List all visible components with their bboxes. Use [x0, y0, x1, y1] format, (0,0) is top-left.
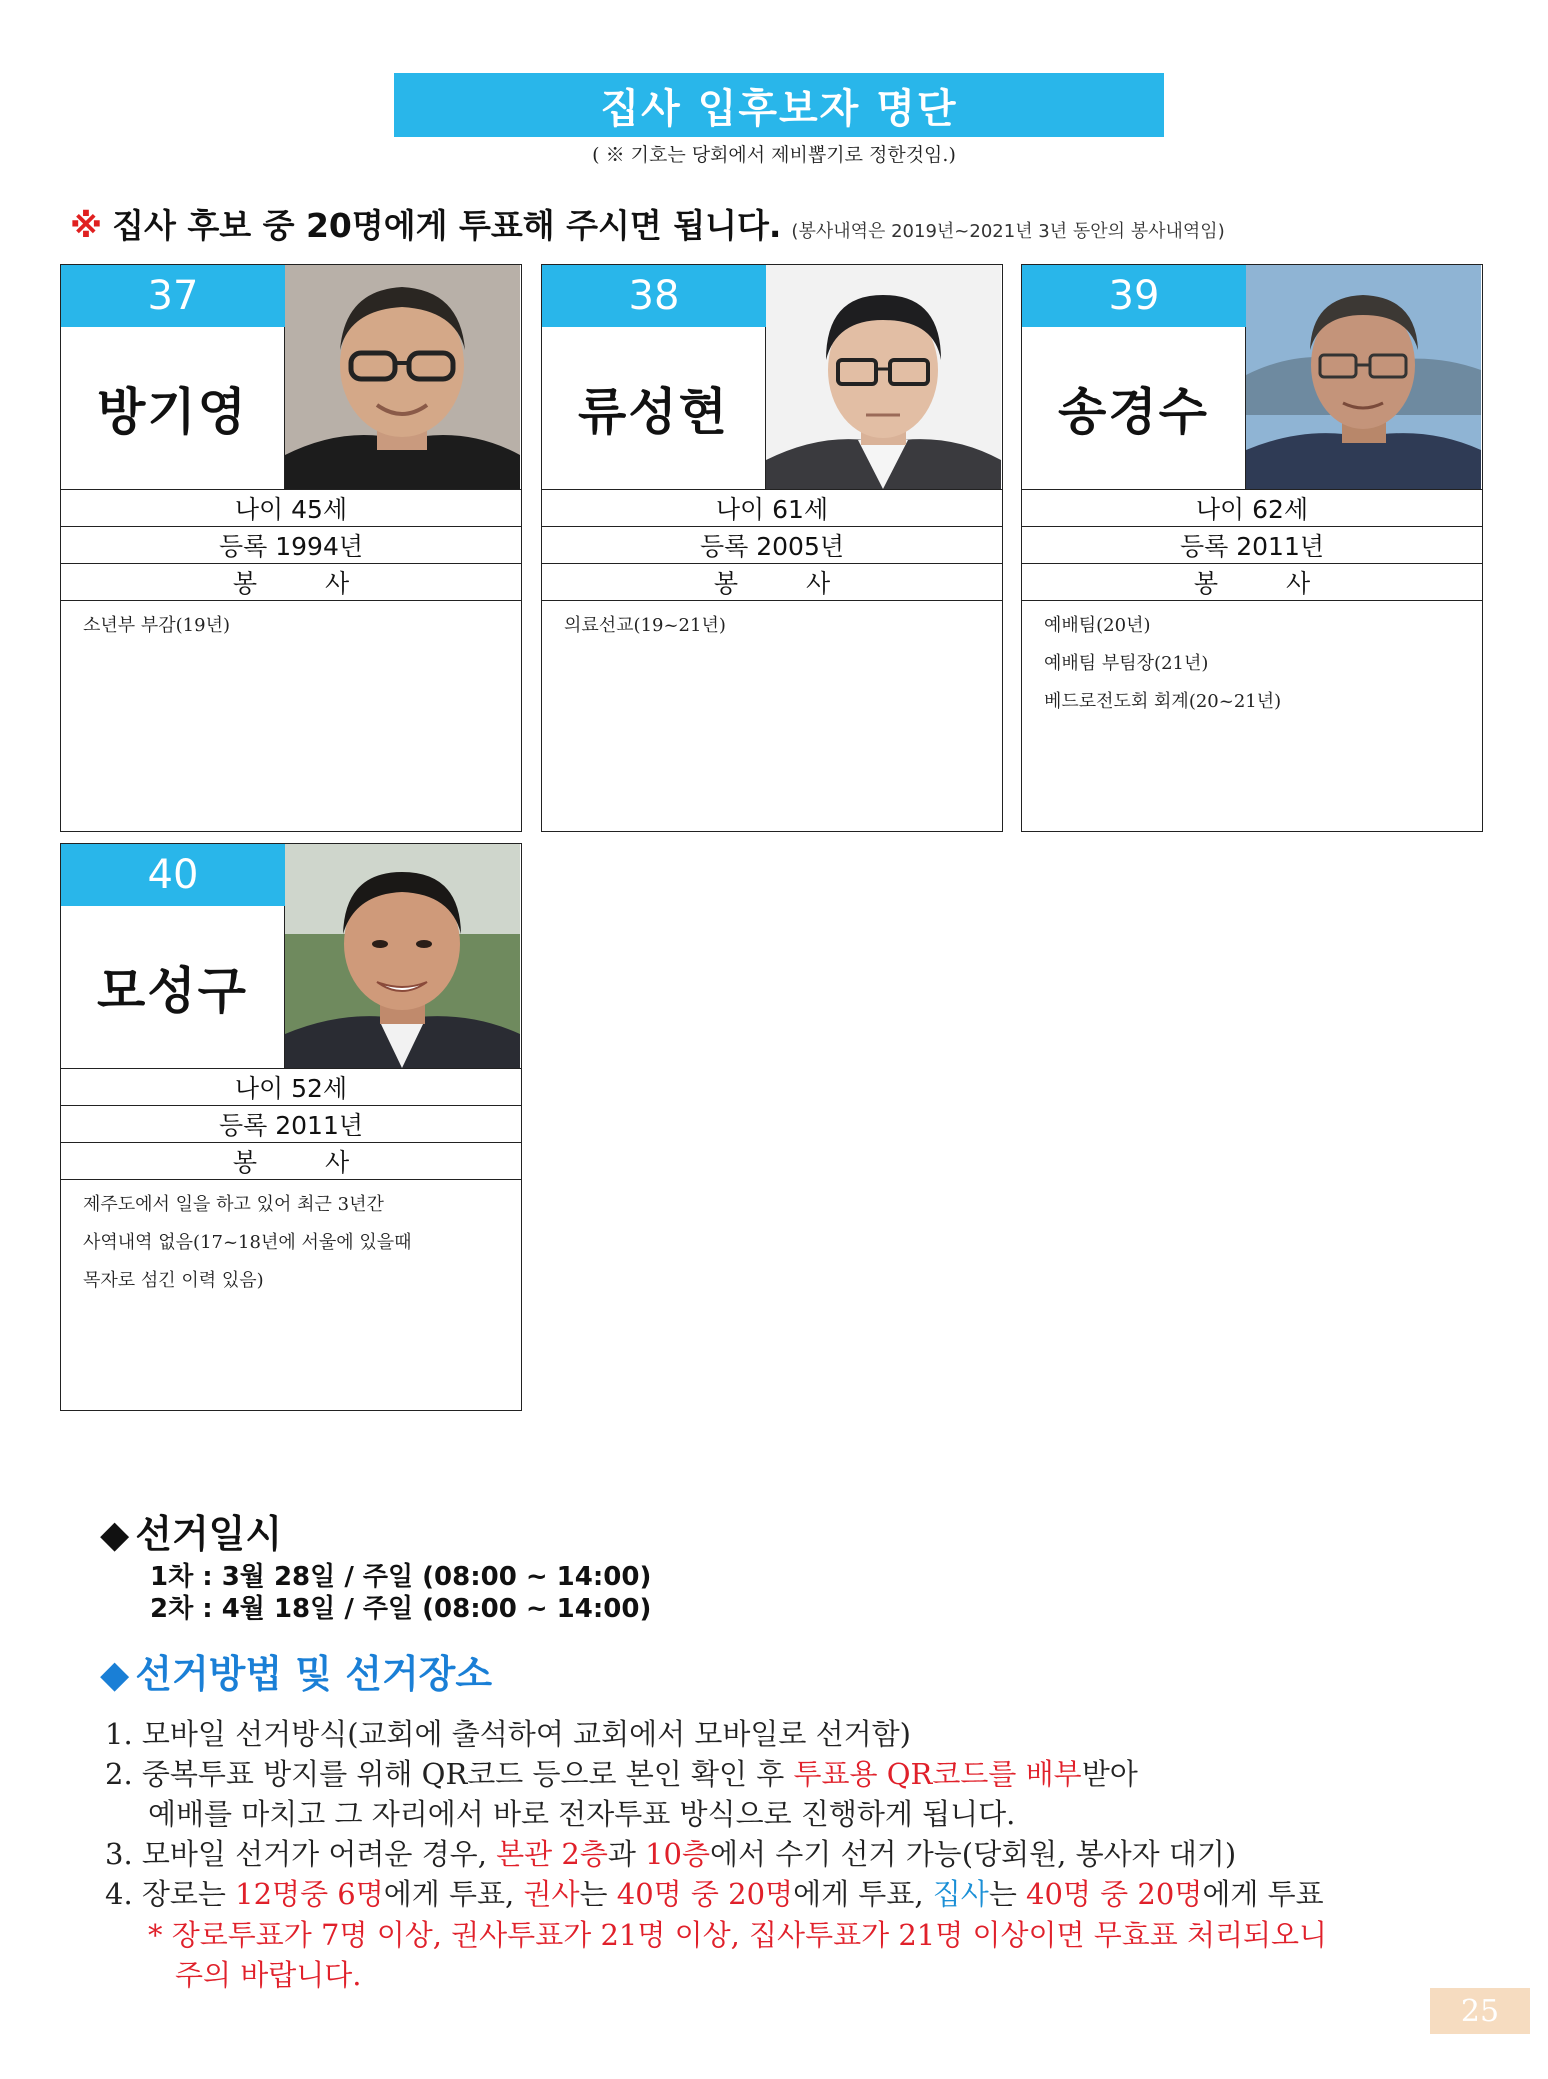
candidate-registered: 등록 2005년: [542, 526, 1002, 563]
service-entry: 목자로 섬긴 이력 있음): [83, 1270, 264, 1291]
reference-mark: ※: [70, 206, 103, 245]
election-round-2: 2차 : 4월 18일 / 주일 (08:00 ~ 14:00): [150, 1594, 652, 1624]
candidate-age: 나이 62세: [1022, 489, 1482, 526]
candidate-number: 40: [61, 844, 285, 906]
candidate-name: 송경수: [1022, 327, 1246, 489]
service-entry: 소년부 부감(19년): [83, 615, 230, 636]
election-date-title: 선거일시: [135, 1512, 283, 1556]
election-method-title: 선거방법 및 선거장소: [135, 1652, 493, 1696]
candidate-registered: 등록 1994년: [61, 526, 521, 563]
page-title: 집사 입후보자 명단: [600, 85, 958, 132]
candidate-name: 류성현: [542, 327, 766, 489]
service-header: 봉 사: [61, 1142, 521, 1179]
candidate-number: 37: [61, 265, 285, 327]
candidate-age: 나이 45세: [61, 489, 521, 526]
method-item-1: 1. 모바일 선거방식(교회에 출석하여 교회에서 모바일로 선거함): [105, 1717, 911, 1751]
service-history: [1022, 600, 1482, 721]
service-header: 봉 사: [61, 563, 521, 600]
candidate-photo: [766, 265, 1001, 489]
instruction-text: 집사 후보 중 20명에게 투표해 주시면 됩니다.: [112, 206, 782, 245]
service-history: [61, 1179, 521, 1300]
candidate-photo: [1246, 265, 1481, 489]
ballot-number-note: ( ※ 기호는 당회에서 제비뽑기로 정한것임.): [592, 144, 956, 166]
service-entry: 예배팀(20년): [1044, 615, 1151, 636]
invalid-vote-warning: * 장로투표가 7명 이상, 권사투표가 21명 이상, 집사투표가 21명 이상이면 무효표 처리되오니: [148, 1918, 1328, 1952]
service-entry: 예배팀 부팀장(21년): [1044, 653, 1209, 674]
service-entry: 제주도에서 일을 하고 있어 최근 3년간: [83, 1194, 384, 1215]
candidate-number: 39: [1022, 265, 1246, 327]
service-entry: 사역내역 없음(17~18년에 서울에 있을때: [83, 1232, 412, 1253]
instruction-subnote: (봉사내역은 2019년~2021년 3년 동안의 봉사내역임): [791, 221, 1225, 242]
candidate-card: [1021, 264, 1483, 832]
method-item-2: 2. 중복투표 방지를 위해 QR코드 등으로 본인 확인 후 투표용 QR코드를 배부받아: [105, 1757, 1138, 1791]
candidate-age: 나이 52세: [61, 1068, 521, 1105]
service-history: [61, 600, 521, 645]
page-title-banner: [394, 73, 1164, 137]
method-item-3: 3. 모바일 선거가 어려운 경우, 본관 2층과 10층에서 수기 선거 가능(당회원, 봉사자 대기): [105, 1837, 1237, 1871]
method-item-4: 4. 장로는 12명중 6명에게 투표, 권사는 40명 중 20명에게 투표, 집사는 40명 중 20명에게 투표: [105, 1877, 1324, 1911]
candidate-registered: 등록 2011년: [1022, 526, 1482, 563]
invalid-vote-warning-continued: 주의 바랍니다.: [175, 1958, 362, 1992]
service-entry: 의료선교(19~21년): [564, 615, 726, 636]
election-date-heading: [100, 1503, 282, 1558]
service-header: 봉 사: [542, 563, 1002, 600]
candidate-name: 모성구: [61, 906, 285, 1068]
candidate-card: [60, 264, 522, 832]
candidate-registered: 등록 2011년: [61, 1105, 521, 1142]
candidate-photo: [285, 265, 520, 489]
page-number: 25: [1430, 1988, 1530, 2034]
candidate-photo: [285, 844, 520, 1068]
diamond-bullet-icon: ◆: [100, 1512, 130, 1556]
service-header: 봉 사: [1022, 563, 1482, 600]
candidate-name: 방기영: [61, 327, 285, 489]
election-round-1: 1차 : 3월 28일 / 주일 (08:00 ~ 14:00): [150, 1562, 652, 1592]
service-history: [542, 600, 1002, 645]
candidate-number: 38: [542, 265, 766, 327]
service-entry: 베드로전도회 회계(20~21년): [1044, 691, 1282, 712]
election-method-heading: [100, 1643, 492, 1698]
voting-instruction: [70, 200, 1225, 247]
candidate-card: [541, 264, 1003, 832]
method-item-2-continued: 예배를 마치고 그 자리에서 바로 전자투표 방식으로 진행하게 됩니다.: [148, 1797, 1016, 1831]
candidate-card: [60, 843, 522, 1411]
diamond-bullet-icon: ◆: [100, 1652, 130, 1696]
candidate-age: 나이 61세: [542, 489, 1002, 526]
